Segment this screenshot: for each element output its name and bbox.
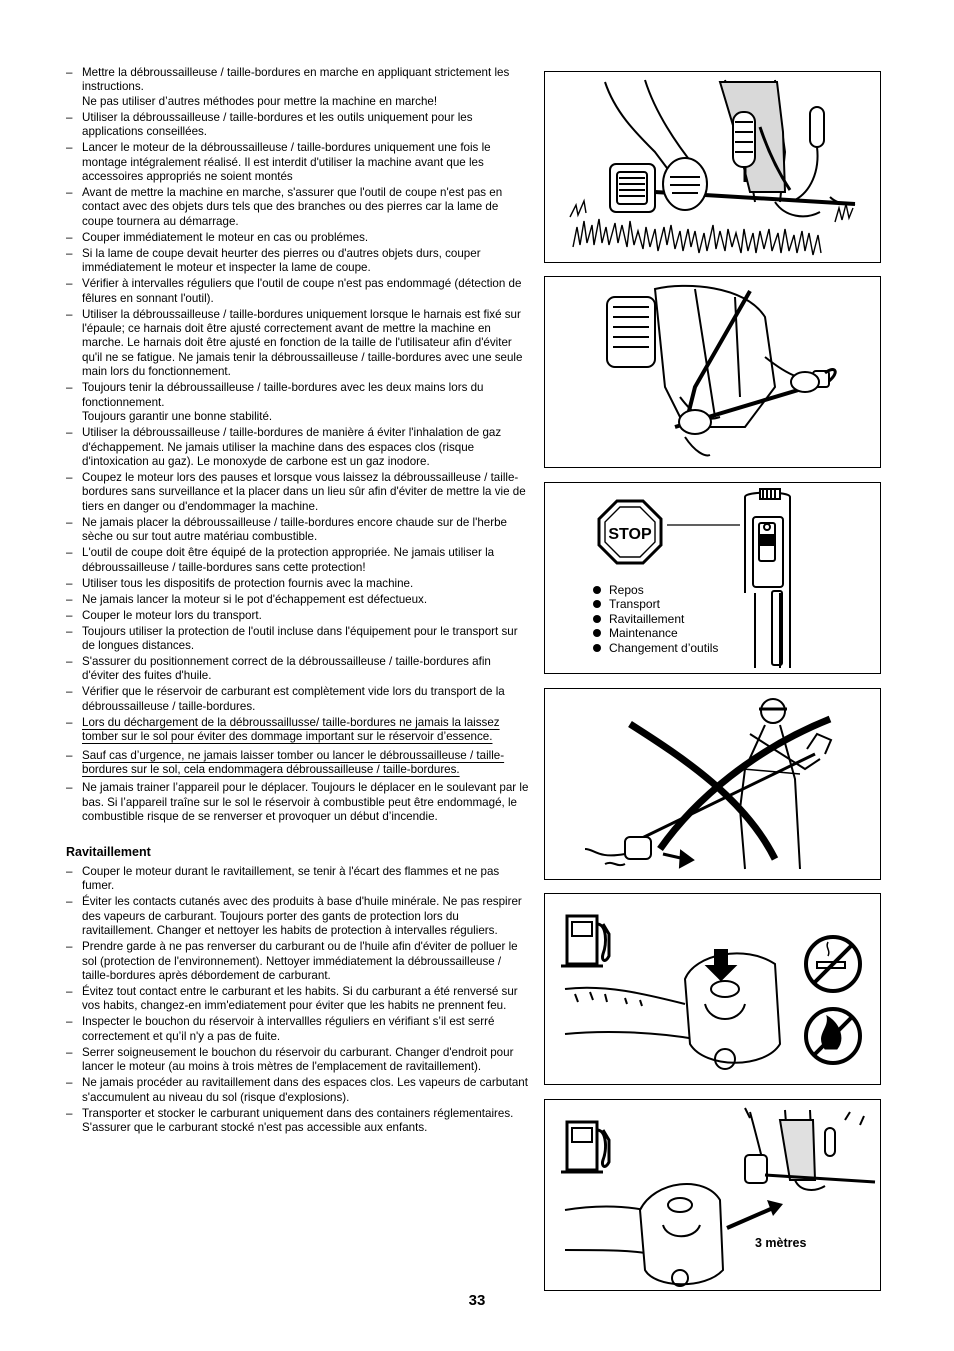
list-item-text: Transporter et stocker le carburant uniquement dans des containers réglementaires. S'assurer que le carburant stocké n'est pas accessible aux enfants. xyxy=(82,1106,514,1135)
list-item xyxy=(66,577,530,591)
list-item xyxy=(66,716,530,745)
list-item-text: Avant de mettre la machine en marche, s'assurer que l'outil de coupe n'est pas en contact avec des objets durs tels que des branches ou des pierres car la lame de coupe tournera au démarrage. xyxy=(82,186,503,228)
list-item-text: Utiliser tous les dispositifs de protection fournis avec la machine. xyxy=(82,576,414,590)
bullet-dash: – xyxy=(66,865,73,878)
bullet-dash: – xyxy=(66,186,73,200)
list-item-text: Coupez le moteur lors des pauses et lorsque vous laissez la débroussailleuse / taille-bordures sans surveillance et la placer dans un lieu sûr afin d'éviter de mettre la vie de tiers en danger ou d'endommager la machine. xyxy=(82,470,526,513)
section-heading-refuel: Ravitaillement xyxy=(66,844,151,859)
bullet-dash: – xyxy=(66,230,73,244)
start-distance-illustration xyxy=(545,1100,881,1291)
list-item-text: Toujours garantir une bonne stabilité. xyxy=(82,410,273,424)
list-item xyxy=(66,895,530,938)
bullet-dash: – xyxy=(66,110,73,124)
page-number: 33 xyxy=(468,1292,486,1309)
list-item-text: Couper le moteur durant le ravitaillement, se tenir à l'écart des flammes et ne pas fumer. xyxy=(82,865,500,893)
list-item: Repos xyxy=(593,583,718,597)
list-item xyxy=(66,1107,530,1136)
list-item xyxy=(66,655,530,684)
list-item xyxy=(66,781,530,824)
bullet-dash: – xyxy=(66,608,73,622)
list-item xyxy=(66,247,530,276)
list-item xyxy=(66,1015,530,1044)
list-item-text: Sauf cas d’urgence, ne jamais laisser tomber ou lancer le débroussailleuse / taille-bordures sur le sol, cela endommagera débroussailleuse / taille-bordures. xyxy=(82,748,505,776)
safety-instructions-list xyxy=(66,66,530,825)
list-item-text: Vérifier que le réservoir de carburant est complètement vide lors du transport de la débroussailleuse / taille-bordures. xyxy=(82,685,505,713)
brushcutter-operator-illustration xyxy=(545,72,881,263)
bullet-dash: – xyxy=(66,307,73,321)
text-column xyxy=(66,66,530,1137)
list-item-text: Vérifier à intervalles réguliers que l'outil de coupe n'est pas endommagé (détection de fêlures en sonnant l'outil). xyxy=(82,277,522,305)
bullet-dash: – xyxy=(66,576,73,590)
list-item xyxy=(66,940,530,983)
illustration-cutting-grass xyxy=(544,71,881,263)
bullet-dash: – xyxy=(66,592,73,606)
list-item-text: Prendre garde à ne pas renverser du carburant ou de l'huile afin d'éviter de polluer le sol (protection de l'environnement). Nettoyer immédiatement la débroussailleuse / taille-bordures après débordement de carburant. xyxy=(82,940,518,983)
list-item xyxy=(66,593,530,607)
list-item xyxy=(66,685,530,714)
list-item-text: Lancer le moteur de la débroussailleuse / taille-bordures uniquement une fois le montage intégralement réalisé. Il est interdit d'utiliser la machine avant que les accessoires appropriés ne soient montés xyxy=(82,141,491,184)
list-item-text: Utiliser la débroussailleuse / taille-bordures de manière á éviter l'inhalation de gaz d'échappement. Ne jamais utiliser la machine dans des espaces clos (risque d'intoxication au gaz). Le monoxyde de carbone est un gaz inodore. xyxy=(82,426,502,468)
illustration-no-dragging xyxy=(544,688,881,880)
bullet-dash: – xyxy=(66,781,73,795)
list-item: Ravitaillement xyxy=(593,612,718,626)
list-item xyxy=(66,141,530,184)
bullet-dash: – xyxy=(66,66,73,79)
list-item: Maintenance xyxy=(593,626,718,640)
list-item: Transport xyxy=(593,597,718,611)
illustration-start-distance xyxy=(544,1099,881,1291)
bullet-dash: – xyxy=(66,470,73,484)
list-item xyxy=(66,1076,530,1105)
bullet-dash: – xyxy=(66,1015,73,1029)
list-item xyxy=(66,277,530,306)
list-item-text: Mettre la débroussailleuse / taille-bordures en marche en appliquant strictement les instructions. xyxy=(82,66,510,94)
list-item-text: S'assurer du positionnement correct de la débroussailleuse / taille-bordures afin d'éviter des fuites d'huile. xyxy=(82,654,491,683)
bullet-dash: – xyxy=(66,685,73,699)
list-item xyxy=(66,381,530,424)
bullet-dash: – xyxy=(66,624,73,638)
list-item: Changement d’outils xyxy=(593,641,718,655)
bullet-dash: – xyxy=(66,895,73,909)
fuel-pump-icon xyxy=(561,1122,609,1172)
no-dragging-illustration xyxy=(545,689,881,880)
list-item xyxy=(66,609,530,623)
list-item xyxy=(66,1046,530,1075)
list-item xyxy=(66,865,530,894)
list-item-text: Ne jamais lancer la moteur si le pot d'échappement est défectueux. xyxy=(82,592,428,606)
operator-harness-illustration xyxy=(545,277,881,468)
list-item-text: Éviter les contacts cutanés avec des produits à base d'huile minérale. Ne pas respirer des vapeurs de carburant. Toujours porter des gants de protection lors du ravitaillement. Changer et nettoyer les habits de protection à intervalles réguliers. xyxy=(82,895,522,938)
fuel-pump-icon xyxy=(561,916,609,966)
bullet-dash: – xyxy=(66,940,73,954)
list-item-text: Utiliser la débroussailleuse / taille-bordures uniquement lorsque le harnais est fixé sur l'épaule; ce harnais doit être ajusté correctement avant de mettre la machine en marche. Le harnais doit être ajusté en fonction de la taille de l'utilisateur afin d'éviter qu'il ne se fatigue. Ne jamais tenir la débroussailleuse / taille-bordures avec une seule main lors du fonctionnement. xyxy=(82,307,523,379)
list-item xyxy=(66,231,530,245)
bullet-dash: – xyxy=(66,277,73,291)
list-item xyxy=(66,308,530,380)
list-item-text: Couper immédiatement le moteur en cas ou problémes. xyxy=(82,230,369,244)
list-item xyxy=(66,186,530,229)
bullet-dash: – xyxy=(66,1076,73,1090)
bullet-dash: – xyxy=(66,546,73,560)
list-item-text: Inspecter le bouchon du réservoir à intervallles réguliers en vérifiant s’il est serré correctement et qu’il n'y a pas de fuite. xyxy=(82,1015,495,1043)
bullet-dash: – xyxy=(66,1106,73,1120)
list-item-text: Toujours utiliser la protection de l'outil incluse dans l'équipement pour le transport sur de longues distances. xyxy=(82,624,518,652)
list-item xyxy=(66,625,530,654)
list-item-text: Si la lame de coupe devait heurter des pierres ou d'autres objets durs, couper immédiatement le moteur et inspecter la lame de coupe. xyxy=(82,246,481,275)
list-item-text: Ne jamais placer la débroussailleuse / taille-bordures encore chaude sur de l'herbe sèche ou sur tout autre matériau combustible. xyxy=(82,515,507,544)
list-item xyxy=(66,516,530,545)
list-item xyxy=(66,749,530,778)
illustration-harness xyxy=(544,276,881,468)
illustration-refuel-safety xyxy=(544,893,881,1085)
list-item-text: Ne pas utiliser d’autres méthodes pour mettre la machine en marche! xyxy=(82,94,438,108)
no-smoking-icon xyxy=(806,937,860,991)
list-item-text: Couper le moteur lors du transport. xyxy=(82,608,262,622)
list-item xyxy=(66,111,530,140)
list-item-text: Utiliser la débroussailleuse / taille-bordures et les outils uniquement pour les applications conseillées. xyxy=(82,110,473,139)
list-item xyxy=(66,66,530,109)
bullet-dash: – xyxy=(66,141,73,155)
refuel-instructions-list xyxy=(66,865,530,1135)
bullet-dash: – xyxy=(66,985,73,999)
list-item-text: L'outil de coupe doit être équipé de la protection appropriée. Ne jamais utiliser la débroussailleuse / taille-bordures sans cette protection! xyxy=(82,546,495,574)
refuel-safety-illustration xyxy=(545,894,881,1085)
distance-label: 3 mètres xyxy=(755,1236,807,1250)
stop-situations-list xyxy=(593,583,718,655)
list-item-text: Serrer soigneusement le bouchon du réservoir du carburant. Changer d'endroit pour lancer le moteur (au moins à trois mètres de l'emplacement de ravitaillement). xyxy=(82,1045,514,1074)
list-item xyxy=(66,985,530,1014)
list-item-text: Ne jamais trainer l’appareil pour le déplacer. Toujours le déplacer en le soulevant par le bas. Si l’appareil traîne sur le sol le réservoir à combustible peut être endommagé, le combustible risque de se renverser et provoquer un début d’incendie. xyxy=(82,781,529,824)
bullet-dash: – xyxy=(66,426,73,440)
bullet-dash: – xyxy=(66,715,73,729)
list-item-text: Lors du déchargement de la débroussaillusse/ taille-bordures ne jamais la laissez tomber sur le sol pour éviter des dommage important sur le réservoir d’essence. xyxy=(82,715,500,744)
bullet-dash: – xyxy=(66,748,73,762)
list-item-text: Évitez tout contact entre le carburant et les habits. Si du carburant a été renversé sur vos habits, changez-en imm'ediatement pour éviter que les habits ne prennent feu. xyxy=(82,985,518,1013)
stop-sign-text: STOP xyxy=(608,526,652,543)
list-item xyxy=(66,471,530,514)
bullet-dash: – xyxy=(66,246,73,260)
list-item-text: Ne jamais procéder au ravitaillement dans des espaces clos. Les vapeurs de carbutant s'accumulent au niveau du sol (risque d'explosions). xyxy=(82,1076,528,1104)
list-item xyxy=(66,546,530,575)
bullet-dash: – xyxy=(66,381,73,395)
bullet-dash: – xyxy=(66,515,73,529)
bullet-dash: – xyxy=(66,654,73,668)
no-open-flame-icon xyxy=(806,1009,860,1063)
bullet-dash: – xyxy=(66,1045,73,1059)
illustration-stop-switch xyxy=(544,482,881,674)
list-item-text: Toujours tenir la débroussailleuse / taille-bordures avec les deux mains lors du fonctionnement. xyxy=(82,381,484,409)
list-item xyxy=(66,426,530,469)
